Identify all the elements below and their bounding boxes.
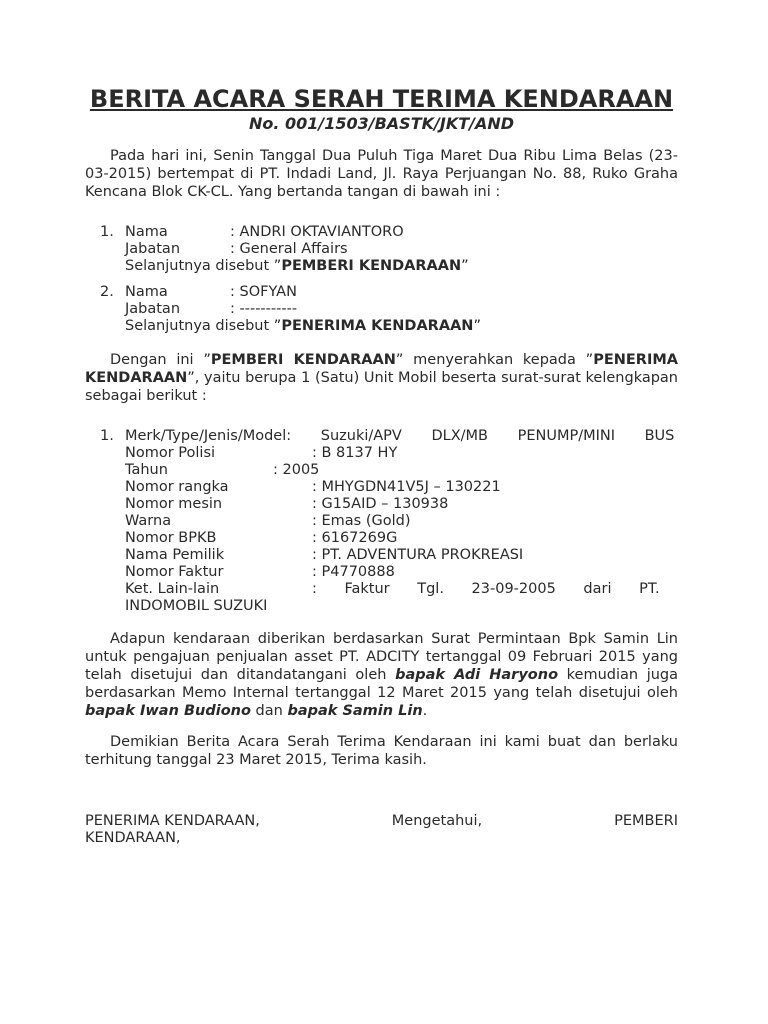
- party-2-jabatan-label: Jabatan: [125, 301, 181, 317]
- vehicle-row-tahun: Tahun : 2005: [125, 462, 320, 478]
- vehicle-row-continuation: INDOMOBIL SUZUKI: [125, 598, 268, 614]
- party-2-role: PENERIMA KENDARAAN: [281, 318, 474, 334]
- vehicle-row-ket-lain: Ket. Lain-lain : Faktur Tgl. 23-09-2005 dari PT.: [125, 581, 660, 597]
- handover-paragraph: Dengan ini ”PEMBERI KENDARAAN” menyerahkan kepada ”PENERIMA KENDARAAN”, yaitu berupa 1 (Satu) Unit Mobil beserta surat-surat kelengkapan sebagai berikut :: [85, 352, 678, 404]
- party-1-nama-value: : ANDRI OKTAVIANTORO: [230, 224, 404, 240]
- approver-adi-haryono: bapak Adi Haryono: [395, 667, 559, 683]
- party-1-jabatan-value: : General Affairs: [230, 241, 348, 257]
- signature-pemberi-label: PEMBERI: [614, 813, 678, 829]
- approver-samin-lin: bapak Samin Lin: [287, 703, 423, 719]
- party-2-jabatan-row: [100, 301, 678, 318]
- vehicle-row-nomor-bpkb: Nomor BPKB : 6167269G: [125, 530, 398, 546]
- document-number: No. 001/1503/BASTK/JKT/AND: [248, 114, 515, 133]
- closing-paragraph: Demikian Berita Acara Serah Terima Kendaraan ini kami buat dan berlaku terhitung tanggal 23 Maret 2015, Terima kasih.: [85, 734, 678, 768]
- vehicle-row-nomor-polisi: Nomor Polisi : B 8137 HY: [125, 445, 398, 461]
- vehicle-row-warna: Warna : Emas (Gold): [125, 513, 411, 529]
- vehicle-details-list: [100, 428, 678, 615]
- party-2: [100, 284, 678, 335]
- basis-paragraph: Adapun kendaraan diberikan berdasarkan Surat Permintaan Bpk Samin Lin untuk pengajuan penjualan asset PT. ADCITY tertanggal 09 Februari 2015 yang telah disetujui dan ditandatangani oleh bapak Adi Haryono kemudian juga berdasarkan Memo Internal tertanggal 12 Maret 2015 yang telah disetujui oleh bapak Iwan Budiono dan bapak Samin Lin.: [85, 631, 679, 719]
- vehicle-row-nama-pemilik: Nama Pemilik : PT. ADVENTURA PROKREASI: [125, 547, 524, 563]
- signature-penerima-label-line2: KENDARAAN,: [85, 830, 181, 846]
- signature-row: [85, 813, 678, 830]
- party-2-role-line: Selanjutnya disebut ”PENERIMA KENDARAAN”: [125, 318, 481, 334]
- party-1: [100, 224, 678, 275]
- vehicle-row-nomor-mesin: Nomor mesin : G15AID – 130938: [125, 496, 449, 512]
- handover-role-pemberi: PEMBERI KENDARAAN: [210, 352, 396, 368]
- party-1-nama-label: Nama: [125, 224, 168, 240]
- party-2-number: 2.: [100, 284, 114, 300]
- vehicle-row-merk: 1. Merk/Type/Jenis/Model : Suzuki/APV DLX/MB PENUMP/MINI BUS: [100, 428, 675, 444]
- party-1-number: 1.: [100, 224, 114, 240]
- party-1-nama-row: [100, 224, 678, 241]
- party-2-nama-label: Nama: [125, 284, 168, 300]
- signature-block: [85, 813, 678, 847]
- handover-role-penerima: PENERIMA KENDARAAN: [85, 352, 678, 386]
- signature-mengetahui-label: Mengetahui,: [391, 813, 483, 829]
- party-2-jabatan-value: : -----------: [230, 301, 298, 317]
- approver-iwan-budiono: bapak Iwan Budiono: [85, 703, 251, 719]
- vehicle-row-nomor-faktur: Nomor Faktur : P4770888: [125, 564, 395, 580]
- vehicle-row-nomor-rangka: Nomor rangka : MHYGDN41V5J – 130221: [125, 479, 501, 495]
- party-1-role-line: Selanjutnya disebut ”PEMBERI KENDARAAN”: [125, 258, 469, 274]
- party-1-role: PEMBERI KENDARAAN: [281, 258, 462, 274]
- vehicle-list-number: 1.: [100, 428, 114, 444]
- signature-penerima-label: PENERIMA KENDARAAN,: [85, 813, 260, 829]
- party-2-nama-value: : SOFYAN: [230, 284, 297, 300]
- opening-paragraph: Pada hari ini, Senin Tanggal Dua Puluh Tiga Maret Dua Ribu Lima Belas (23-03-2015) bertempat di PT. Indadi Land, Jl. Raya Perjuangan No. 88, Ruko Graha Kencana Blok CK-CL. Yang bertanda tangan di bawah ini :: [85, 148, 678, 200]
- document-title: BERITA ACARA SERAH TERIMA KENDARAAN: [89, 85, 674, 113]
- party-1-jabatan-row: [100, 241, 678, 258]
- party-2-nama-row: [100, 284, 678, 301]
- party-1-jabatan-label: Jabatan: [125, 241, 181, 257]
